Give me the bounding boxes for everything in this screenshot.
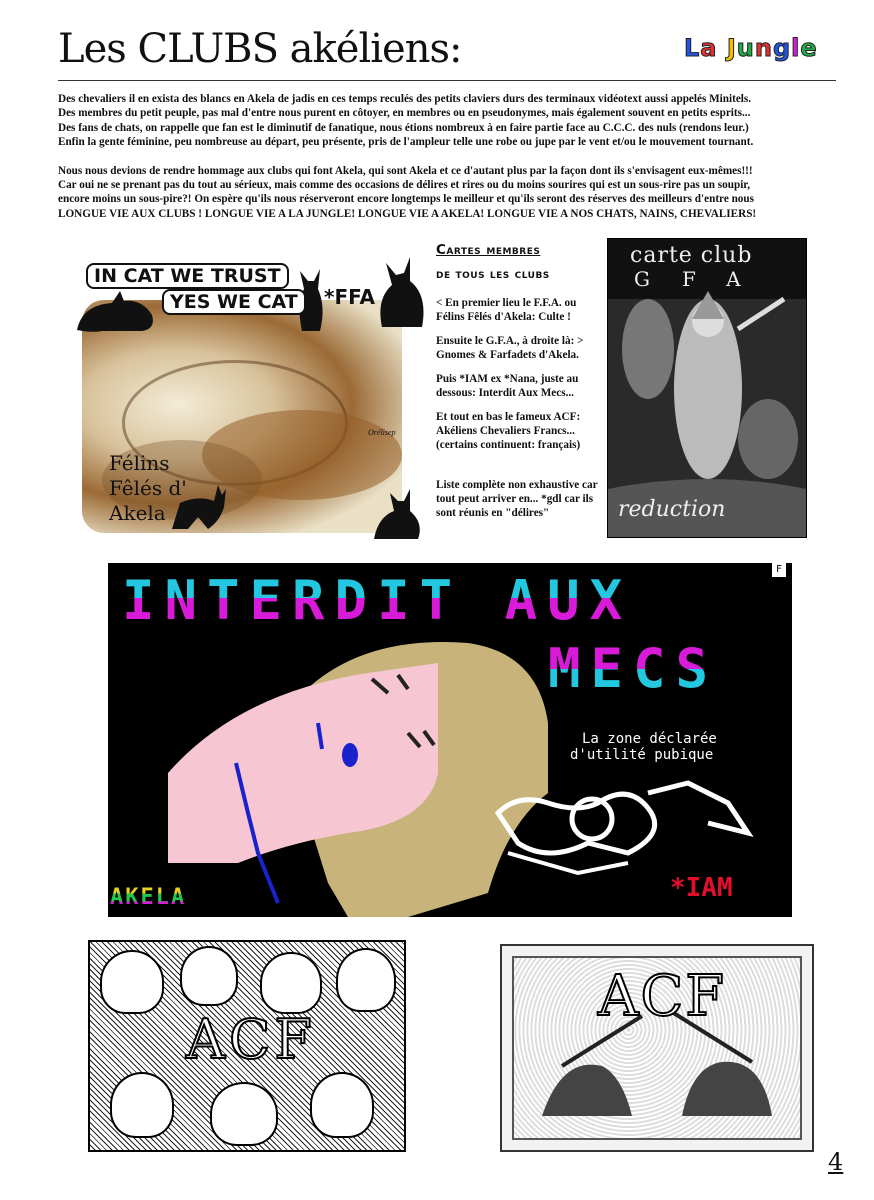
corner-f-badge: F	[772, 563, 786, 577]
intro-line: encore moins un sous-pire?! On espère qu'ils nous réserveront encore longtemps le meilleur et qu'ils seront des réserves des meilleurs d'entre nous	[58, 193, 754, 206]
iam-zone-line-1: La zone déclarée	[582, 731, 717, 747]
heading-cartes-membres: Cartes membres	[436, 242, 541, 258]
intro-line: Enfin la gente féminine, peu nombreuse au départ, peu présente, pris de l'ampleur telle une robe ou jupe par le vent et/ou le mouvement tournant.	[58, 136, 754, 149]
membership-text-column	[436, 238, 604, 520]
gfa-footer: reduction	[618, 497, 726, 522]
iam-signature: *IAM	[670, 873, 733, 903]
intro-line: Nous nous devions de rendre hommage aux clubs qui font Akela, qui sont Akela et ce d'autant plus par la façon dont ils s'envisagent eux-mêmes!!!	[58, 164, 753, 177]
acf-knights-crowd	[88, 940, 406, 1152]
gfa-letters: GFA	[634, 267, 773, 291]
header-rule	[58, 80, 836, 81]
akela-pixel-logo: AKELA	[110, 885, 187, 910]
iam-minitel-screen	[108, 563, 792, 917]
heading-tous-les-clubs: de tous les clubs	[436, 266, 550, 281]
acf-description: Et tout en bas le fameux ACF: Akéliens Chevaliers Francs... (certains continuent: français)	[436, 411, 581, 451]
knight-helmet	[210, 1082, 278, 1146]
ffa-name-line: Akela	[109, 501, 166, 525]
knight-helmet	[180, 946, 238, 1006]
iam-title-line-2: MECS	[548, 637, 719, 700]
intro-line: LONGUE VIE AUX CLUBS ! LONGUE VIE A LA JUNGLE! LONGUE VIE A AKELA! LONGUE VIE A NOS CHATS, NAINS, CHEVALIERS!	[58, 207, 757, 220]
in-cat-we-trust-bubble: IN CAT WE TRUST	[86, 263, 289, 289]
knight-helmet	[310, 1072, 374, 1138]
cat-silhouette-icon	[368, 481, 428, 541]
cat-silhouette-icon	[372, 249, 432, 329]
gfa-description: Ensuite le G.F.A., à droite là: > Gnomes & Farfadets d'Akela.	[436, 335, 584, 361]
intro-line: Des chevaliers il en exista des blancs en Akela de jadis en ces temps reculés des petits claviers durs des terminaux vidéotext aussi appelés Minitels.	[58, 93, 752, 105]
knight-helmet	[336, 948, 396, 1012]
la-jungle-logo: La Jungle	[684, 34, 818, 62]
intro-line: Car oui ne se prenant pas du tout au sérieux, mais comme des occasions de délires et rires ou du moins sourires qui est un sous-rire pas un soupir,	[58, 179, 751, 192]
intro-text	[58, 92, 848, 235]
acf-label-left: ACF	[186, 1008, 316, 1071]
ffa-tag: *FFA	[324, 285, 375, 309]
gfa-title: carte club	[630, 243, 753, 268]
ffa-description: < En premier lieu le F.F.A. ou Félins Fêlés d'Akela: Culte !	[436, 297, 577, 323]
cat-silhouette-icon	[72, 285, 162, 335]
page-title: Les CLUBS akéliens:	[58, 26, 462, 72]
list-note: Liste complète non exhaustive car tout peut arriver en... *gdl car ils sont réunis en "délires"	[436, 479, 598, 519]
painter-signature: Orélisep	[368, 428, 396, 437]
iam-zone-line-2: d'utilité pubique	[570, 747, 714, 763]
yes-we-cat-bubble: YES WE CAT	[162, 289, 306, 315]
knight-helmet	[260, 952, 322, 1014]
knight-helmet	[100, 950, 164, 1014]
knight-helmet	[110, 1072, 174, 1138]
iam-title-line-1: INTERDIT AUX	[122, 569, 633, 632]
ffa-club-name	[109, 451, 187, 526]
page-number: 4	[828, 1148, 844, 1176]
iam-description: Puis *IAM ex *Nana, juste au dessous: Interdit Aux Mecs...	[436, 373, 579, 399]
ffa-card	[72, 245, 434, 540]
intro-paragraph-2	[58, 164, 848, 222]
acf-plaque	[500, 944, 814, 1152]
intro-line: Des fans de chats, on rappelle que fan est le diminutif de fanatique, nous étions nombreux à en faire partie face au C.C.C. des nuls (rendons leur.)	[58, 121, 749, 134]
ffa-name-line: Félins	[109, 451, 170, 475]
ffa-name-line: Fêlés d'	[109, 476, 187, 500]
intro-line: Des membres du petit peuple, pas mal d'entre nous purent en côtoyer, en membres ou en pseudonymes, mais également souvent en petits esprits...	[58, 107, 751, 120]
gfa-card	[607, 238, 807, 538]
intro-paragraph-1	[58, 92, 848, 150]
acf-label-right: ACF	[598, 964, 727, 1029]
